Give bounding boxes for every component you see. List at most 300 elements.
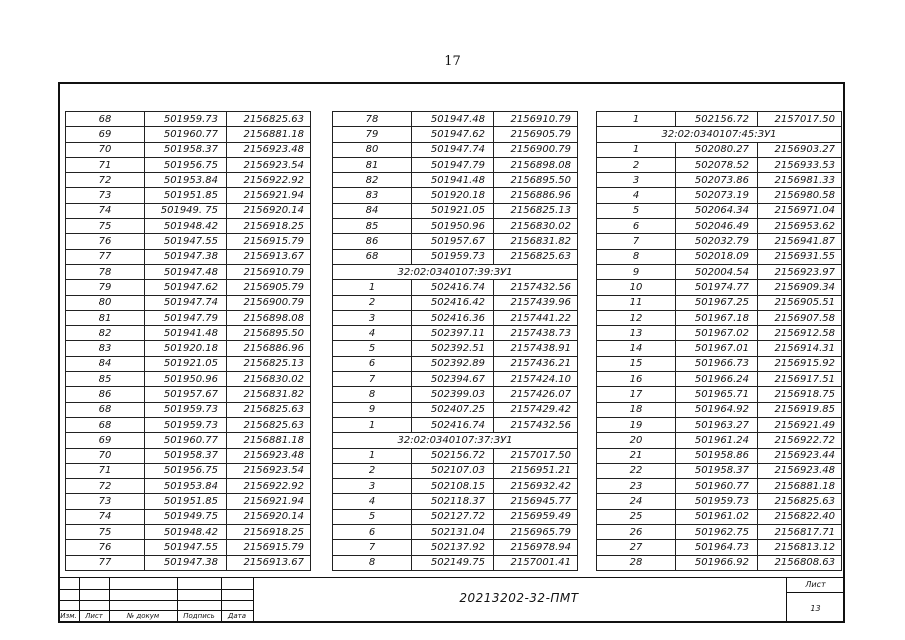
point-number-cell: 4 bbox=[597, 188, 676, 203]
table-row bbox=[597, 525, 842, 540]
table-row bbox=[597, 372, 842, 387]
point-number-cell: 1 bbox=[333, 448, 412, 463]
table-row bbox=[66, 264, 311, 279]
table-row bbox=[333, 280, 578, 295]
stamp-header-date: Дата bbox=[227, 612, 247, 620]
point-number-cell: 80 bbox=[66, 295, 145, 310]
point-number-cell: 25 bbox=[597, 509, 676, 524]
y-coordinate-cell: 2156822.40 bbox=[758, 509, 842, 524]
y-coordinate-cell: 2156931.55 bbox=[758, 249, 842, 264]
point-number-cell: 69 bbox=[66, 433, 145, 448]
page-number: 17 bbox=[444, 54, 461, 69]
y-coordinate-cell: 2156831.82 bbox=[227, 387, 311, 402]
x-coordinate-cell: 501959.73 bbox=[145, 417, 227, 432]
x-coordinate-cell: 501953.84 bbox=[145, 173, 227, 188]
y-coordinate-cell: 2156895.50 bbox=[227, 326, 311, 341]
y-coordinate-cell: 2156910.79 bbox=[494, 112, 578, 127]
point-number-cell: 1 bbox=[333, 417, 412, 432]
x-coordinate-cell: 501958.86 bbox=[676, 448, 758, 463]
table-row bbox=[333, 387, 578, 402]
table-row bbox=[597, 540, 842, 555]
table-row bbox=[66, 540, 311, 555]
y-coordinate-cell: 2157017.50 bbox=[494, 448, 578, 463]
table-row bbox=[597, 188, 842, 203]
y-coordinate-cell: 2157436.21 bbox=[494, 356, 578, 371]
y-coordinate-cell: 2156965.79 bbox=[494, 525, 578, 540]
y-coordinate-cell: 2156915.79 bbox=[227, 234, 311, 249]
y-coordinate-cell: 2156909.34 bbox=[758, 280, 842, 295]
table-row bbox=[597, 219, 842, 234]
table-row bbox=[333, 417, 578, 432]
point-number-cell: 68 bbox=[66, 402, 145, 417]
table-row bbox=[66, 157, 311, 172]
x-coordinate-cell: 501941.48 bbox=[145, 326, 227, 341]
table-row bbox=[333, 249, 578, 264]
parcel-header-row bbox=[333, 433, 578, 448]
x-coordinate-cell: 501949.75 bbox=[145, 509, 227, 524]
table-row bbox=[597, 112, 842, 127]
y-coordinate-cell: 2156918.25 bbox=[227, 219, 311, 234]
table-row bbox=[333, 310, 578, 325]
point-number-cell: 4 bbox=[333, 326, 412, 341]
point-number-cell: 84 bbox=[333, 203, 412, 218]
x-coordinate-cell: 501960.77 bbox=[676, 479, 758, 494]
table-row bbox=[333, 127, 578, 142]
table-row bbox=[66, 249, 311, 264]
point-number-cell: 8 bbox=[333, 555, 412, 570]
y-coordinate-cell: 2156978.94 bbox=[494, 540, 578, 555]
y-coordinate-cell: 2156918.25 bbox=[227, 525, 311, 540]
y-coordinate-cell: 2156919.85 bbox=[758, 402, 842, 417]
stamp-header-list: Лист bbox=[85, 612, 103, 620]
table-row bbox=[66, 509, 311, 524]
point-number-cell: 68 bbox=[333, 249, 412, 264]
x-coordinate-cell: 501947.38 bbox=[145, 249, 227, 264]
table-row bbox=[333, 479, 578, 494]
x-coordinate-cell: 501958.37 bbox=[145, 448, 227, 463]
point-number-cell: 17 bbox=[597, 387, 676, 402]
table-row bbox=[597, 494, 842, 509]
x-coordinate-cell: 502078.52 bbox=[676, 157, 758, 172]
table-row bbox=[333, 555, 578, 570]
point-number-cell: 12 bbox=[597, 310, 676, 325]
point-number-cell: 26 bbox=[597, 525, 676, 540]
x-coordinate-cell: 502080.27 bbox=[676, 142, 758, 157]
table-row bbox=[66, 341, 311, 356]
x-coordinate-cell: 501966.73 bbox=[676, 356, 758, 371]
x-coordinate-cell: 501947.62 bbox=[412, 127, 494, 142]
x-coordinate-cell: 502149.75 bbox=[412, 555, 494, 570]
y-coordinate-cell: 2156900.79 bbox=[494, 142, 578, 157]
y-coordinate-cell: 2156922.72 bbox=[758, 433, 842, 448]
y-coordinate-cell: 2156813.12 bbox=[758, 540, 842, 555]
y-coordinate-cell: 2156881.18 bbox=[227, 433, 311, 448]
table-row bbox=[597, 463, 842, 478]
point-number-cell: 3 bbox=[333, 310, 412, 325]
point-number-cell: 2 bbox=[333, 295, 412, 310]
point-number-cell: 79 bbox=[66, 280, 145, 295]
stamp-header-sign: Подпись bbox=[183, 612, 215, 620]
table-row bbox=[333, 448, 578, 463]
y-coordinate-cell: 2156910.79 bbox=[227, 264, 311, 279]
point-number-cell: 81 bbox=[333, 157, 412, 172]
x-coordinate-cell: 501966.92 bbox=[676, 555, 758, 570]
x-coordinate-cell: 502004.54 bbox=[676, 264, 758, 279]
table-row bbox=[66, 142, 311, 157]
x-coordinate-cell: 501950.96 bbox=[412, 219, 494, 234]
title-block bbox=[58, 577, 845, 623]
x-coordinate-cell: 502416.36 bbox=[412, 310, 494, 325]
table-row bbox=[333, 203, 578, 218]
point-number-cell: 7 bbox=[333, 372, 412, 387]
y-coordinate-cell: 2156953.62 bbox=[758, 219, 842, 234]
x-coordinate-cell: 501965.71 bbox=[676, 387, 758, 402]
y-coordinate-cell: 2156932.42 bbox=[494, 479, 578, 494]
table-row bbox=[66, 203, 311, 218]
point-number-cell: 70 bbox=[66, 142, 145, 157]
point-number-cell: 5 bbox=[333, 341, 412, 356]
table-row bbox=[333, 219, 578, 234]
y-coordinate-cell: 2156922.92 bbox=[227, 173, 311, 188]
x-coordinate-cell: 501951.85 bbox=[145, 188, 227, 203]
y-coordinate-cell: 2156923.54 bbox=[227, 463, 311, 478]
y-coordinate-cell: 2156913.67 bbox=[227, 555, 311, 570]
y-coordinate-cell: 2156921.94 bbox=[227, 494, 311, 509]
point-number-cell: 71 bbox=[66, 157, 145, 172]
table-row bbox=[333, 188, 578, 203]
table-row bbox=[66, 112, 311, 127]
stamp-header-doc: № докум bbox=[126, 612, 160, 620]
x-coordinate-cell: 502064.34 bbox=[676, 203, 758, 218]
table-row bbox=[597, 433, 842, 448]
x-coordinate-cell: 501957.67 bbox=[145, 387, 227, 402]
x-coordinate-cell: 501956.75 bbox=[145, 157, 227, 172]
y-coordinate-cell: 2156825.13 bbox=[494, 203, 578, 218]
y-coordinate-cell: 2156933.53 bbox=[758, 157, 842, 172]
table-row bbox=[597, 448, 842, 463]
table-row bbox=[333, 402, 578, 417]
point-number-cell: 78 bbox=[66, 264, 145, 279]
point-number-cell: 77 bbox=[66, 555, 145, 570]
y-coordinate-cell: 2156831.82 bbox=[494, 234, 578, 249]
point-number-cell: 2 bbox=[333, 463, 412, 478]
y-coordinate-cell: 2156900.79 bbox=[227, 295, 311, 310]
x-coordinate-cell: 502156.72 bbox=[412, 448, 494, 463]
x-coordinate-cell: 501949. 75 bbox=[145, 203, 227, 218]
point-number-cell: 23 bbox=[597, 479, 676, 494]
x-coordinate-cell: 501961.02 bbox=[676, 509, 758, 524]
y-coordinate-cell: 2156980.58 bbox=[758, 188, 842, 203]
x-coordinate-cell: 501950.96 bbox=[145, 372, 227, 387]
point-number-cell: 74 bbox=[66, 203, 145, 218]
point-number-cell: 10 bbox=[597, 280, 676, 295]
point-number-cell: 2 bbox=[597, 157, 676, 172]
y-coordinate-cell: 2156915.92 bbox=[758, 356, 842, 371]
point-number-cell: 85 bbox=[66, 372, 145, 387]
table-row bbox=[66, 448, 311, 463]
y-coordinate-cell: 2156825.63 bbox=[758, 494, 842, 509]
table-row bbox=[597, 157, 842, 172]
y-coordinate-cell: 2156920.14 bbox=[227, 509, 311, 524]
point-number-cell: 6 bbox=[333, 525, 412, 540]
y-coordinate-cell: 2156981.33 bbox=[758, 173, 842, 188]
x-coordinate-cell: 501958.37 bbox=[145, 142, 227, 157]
y-coordinate-cell: 2157017.50 bbox=[758, 112, 842, 127]
table-row bbox=[333, 142, 578, 157]
table-row bbox=[66, 127, 311, 142]
parcel-id-cell: 32:02:0340107:37:ЗУ1 bbox=[333, 433, 578, 448]
point-number-cell: 8 bbox=[333, 387, 412, 402]
x-coordinate-cell: 501920.18 bbox=[145, 341, 227, 356]
x-coordinate-cell: 502416.74 bbox=[412, 280, 494, 295]
y-coordinate-cell: 2156898.08 bbox=[494, 157, 578, 172]
point-number-cell: 3 bbox=[597, 173, 676, 188]
point-number-cell: 74 bbox=[66, 509, 145, 524]
table-row bbox=[597, 249, 842, 264]
x-coordinate-cell: 501959.73 bbox=[412, 249, 494, 264]
y-coordinate-cell: 2156913.67 bbox=[227, 249, 311, 264]
table-row bbox=[333, 372, 578, 387]
y-coordinate-cell: 2157426.07 bbox=[494, 387, 578, 402]
y-coordinate-cell: 2156951.21 bbox=[494, 463, 578, 478]
x-coordinate-cell: 501947.55 bbox=[145, 540, 227, 555]
x-coordinate-cell: 501947.55 bbox=[145, 234, 227, 249]
y-coordinate-cell: 2156881.18 bbox=[227, 127, 311, 142]
table-row bbox=[66, 525, 311, 540]
table-row bbox=[597, 326, 842, 341]
table-row bbox=[333, 341, 578, 356]
x-coordinate-cell: 502107.03 bbox=[412, 463, 494, 478]
x-coordinate-cell: 502018.09 bbox=[676, 249, 758, 264]
x-coordinate-cell: 501947.48 bbox=[145, 264, 227, 279]
y-coordinate-cell: 2156830.02 bbox=[227, 372, 311, 387]
point-number-cell: 85 bbox=[333, 219, 412, 234]
x-coordinate-cell: 501947.38 bbox=[145, 555, 227, 570]
point-number-cell: 86 bbox=[66, 387, 145, 402]
table-row bbox=[66, 402, 311, 417]
y-coordinate-cell: 2157429.42 bbox=[494, 402, 578, 417]
x-coordinate-cell: 501966.24 bbox=[676, 372, 758, 387]
x-coordinate-cell: 501947.74 bbox=[145, 295, 227, 310]
x-coordinate-cell: 501920.18 bbox=[412, 188, 494, 203]
point-number-cell: 75 bbox=[66, 219, 145, 234]
point-number-cell: 5 bbox=[333, 509, 412, 524]
parcel-header-row bbox=[597, 127, 842, 142]
x-coordinate-cell: 501963.27 bbox=[676, 417, 758, 432]
point-number-cell: 70 bbox=[66, 448, 145, 463]
table-row bbox=[66, 280, 311, 295]
point-number-cell: 19 bbox=[597, 417, 676, 432]
point-number-cell: 77 bbox=[66, 249, 145, 264]
y-coordinate-cell: 2156905.79 bbox=[227, 280, 311, 295]
x-coordinate-cell: 502137.92 bbox=[412, 540, 494, 555]
table-row bbox=[66, 326, 311, 341]
y-coordinate-cell: 2156886.96 bbox=[227, 341, 311, 356]
table-row bbox=[333, 463, 578, 478]
point-number-cell: 24 bbox=[597, 494, 676, 509]
x-coordinate-cell: 502399.03 bbox=[412, 387, 494, 402]
table-row bbox=[597, 142, 842, 157]
y-coordinate-cell: 2156923.54 bbox=[227, 157, 311, 172]
table-row bbox=[597, 402, 842, 417]
x-coordinate-cell: 501967.01 bbox=[676, 341, 758, 356]
y-coordinate-cell: 2156921.94 bbox=[227, 188, 311, 203]
point-number-cell: 18 bbox=[597, 402, 676, 417]
table-row bbox=[597, 509, 842, 524]
x-coordinate-cell: 501951.85 bbox=[145, 494, 227, 509]
x-coordinate-cell: 502407.25 bbox=[412, 402, 494, 417]
table-row bbox=[66, 310, 311, 325]
y-coordinate-cell: 2156923.48 bbox=[227, 448, 311, 463]
point-number-cell: 71 bbox=[66, 463, 145, 478]
x-coordinate-cell: 501959.73 bbox=[145, 112, 227, 127]
point-number-cell: 84 bbox=[66, 356, 145, 371]
x-coordinate-cell: 501974.77 bbox=[676, 280, 758, 295]
y-coordinate-cell: 2156923.48 bbox=[758, 463, 842, 478]
table-row bbox=[333, 509, 578, 524]
x-coordinate-cell: 501967.25 bbox=[676, 295, 758, 310]
x-coordinate-cell: 501948.42 bbox=[145, 219, 227, 234]
x-coordinate-cell: 502127.72 bbox=[412, 509, 494, 524]
table-row bbox=[66, 173, 311, 188]
y-coordinate-cell: 2156907.58 bbox=[758, 310, 842, 325]
x-coordinate-cell: 502397.11 bbox=[412, 326, 494, 341]
y-coordinate-cell: 2156923.48 bbox=[227, 142, 311, 157]
point-number-cell: 80 bbox=[333, 142, 412, 157]
point-number-cell: 21 bbox=[597, 448, 676, 463]
point-number-cell: 20 bbox=[597, 433, 676, 448]
x-coordinate-cell: 501959.73 bbox=[676, 494, 758, 509]
table-row bbox=[597, 234, 842, 249]
y-coordinate-cell: 2157001.41 bbox=[494, 555, 578, 570]
table-row bbox=[333, 157, 578, 172]
y-coordinate-cell: 2156923.97 bbox=[758, 264, 842, 279]
y-coordinate-cell: 2156922.92 bbox=[227, 479, 311, 494]
y-coordinate-cell: 2156825.63 bbox=[227, 417, 311, 432]
x-coordinate-cell: 502032.79 bbox=[676, 234, 758, 249]
y-coordinate-cell: 2156898.08 bbox=[227, 310, 311, 325]
document-code: 20213202-32-ПМТ bbox=[459, 591, 579, 605]
table-row bbox=[333, 295, 578, 310]
table-row bbox=[597, 203, 842, 218]
y-coordinate-cell: 2156920.14 bbox=[227, 203, 311, 218]
parcel-id-cell: 32:02:0340107:39:ЗУ1 bbox=[333, 264, 578, 279]
x-coordinate-cell: 502392.51 bbox=[412, 341, 494, 356]
x-coordinate-cell: 502416.42 bbox=[412, 295, 494, 310]
point-number-cell: 5 bbox=[597, 203, 676, 218]
point-number-cell: 75 bbox=[66, 525, 145, 540]
table-row bbox=[333, 356, 578, 371]
table-row bbox=[597, 310, 842, 325]
point-number-cell: 9 bbox=[597, 264, 676, 279]
point-number-cell: 1 bbox=[597, 142, 676, 157]
point-number-cell: 73 bbox=[66, 188, 145, 203]
y-coordinate-cell: 2156945.77 bbox=[494, 494, 578, 509]
point-number-cell: 82 bbox=[66, 326, 145, 341]
table-row bbox=[333, 540, 578, 555]
y-coordinate-cell: 2156895.50 bbox=[494, 173, 578, 188]
y-coordinate-cell: 2156905.79 bbox=[494, 127, 578, 142]
point-number-cell: 1 bbox=[333, 280, 412, 295]
point-number-cell: 7 bbox=[597, 234, 676, 249]
table-row bbox=[66, 433, 311, 448]
table-row bbox=[597, 417, 842, 432]
table-row bbox=[333, 494, 578, 509]
x-coordinate-cell: 502046.49 bbox=[676, 219, 758, 234]
point-number-cell: 76 bbox=[66, 234, 145, 249]
y-coordinate-cell: 2157438.73 bbox=[494, 326, 578, 341]
table-row bbox=[333, 173, 578, 188]
x-coordinate-cell: 502416.74 bbox=[412, 417, 494, 432]
point-number-cell: 72 bbox=[66, 173, 145, 188]
parcel-header-row bbox=[333, 264, 578, 279]
table-row bbox=[597, 555, 842, 570]
x-coordinate-cell: 501962.75 bbox=[676, 525, 758, 540]
table-row bbox=[597, 479, 842, 494]
y-coordinate-cell: 2157438.91 bbox=[494, 341, 578, 356]
table-row bbox=[66, 234, 311, 249]
point-number-cell: 3 bbox=[333, 479, 412, 494]
table-row bbox=[66, 463, 311, 478]
y-coordinate-cell: 2156971.04 bbox=[758, 203, 842, 218]
y-coordinate-cell: 2156959.49 bbox=[494, 509, 578, 524]
y-coordinate-cell: 2156903.27 bbox=[758, 142, 842, 157]
point-number-cell: 82 bbox=[333, 173, 412, 188]
point-number-cell: 83 bbox=[66, 341, 145, 356]
x-coordinate-cell: 501947.74 bbox=[412, 142, 494, 157]
x-coordinate-cell: 501964.92 bbox=[676, 402, 758, 417]
sheet-number: 13 bbox=[810, 604, 821, 613]
table-row bbox=[333, 525, 578, 540]
table-row bbox=[333, 234, 578, 249]
sheet-label: Лист bbox=[805, 580, 826, 589]
x-coordinate-cell: 502156.72 bbox=[676, 112, 758, 127]
y-coordinate-cell: 2157432.56 bbox=[494, 417, 578, 432]
x-coordinate-cell: 501947.79 bbox=[412, 157, 494, 172]
y-coordinate-cell: 2157441.22 bbox=[494, 310, 578, 325]
point-number-cell: 68 bbox=[66, 112, 145, 127]
x-coordinate-cell: 501967.18 bbox=[676, 310, 758, 325]
coordinates-table-1 bbox=[65, 111, 311, 571]
table-row bbox=[597, 280, 842, 295]
table-row bbox=[66, 372, 311, 387]
x-coordinate-cell: 502131.04 bbox=[412, 525, 494, 540]
x-coordinate-cell: 501956.75 bbox=[145, 463, 227, 478]
table-row bbox=[66, 295, 311, 310]
point-number-cell: 6 bbox=[597, 219, 676, 234]
x-coordinate-cell: 501959.73 bbox=[145, 402, 227, 417]
point-number-cell: 14 bbox=[597, 341, 676, 356]
x-coordinate-cell: 501958.37 bbox=[676, 463, 758, 478]
y-coordinate-cell: 2157424.10 bbox=[494, 372, 578, 387]
point-number-cell: 6 bbox=[333, 356, 412, 371]
y-coordinate-cell: 2156917.51 bbox=[758, 372, 842, 387]
point-number-cell: 27 bbox=[597, 540, 676, 555]
x-coordinate-cell: 502108.15 bbox=[412, 479, 494, 494]
y-coordinate-cell: 2157439.96 bbox=[494, 295, 578, 310]
stamp-header-izm: Изм. bbox=[60, 612, 77, 620]
table-row bbox=[597, 341, 842, 356]
table-row bbox=[333, 326, 578, 341]
point-number-cell: 78 bbox=[333, 112, 412, 127]
point-number-cell: 1 bbox=[597, 112, 676, 127]
point-number-cell: 86 bbox=[333, 234, 412, 249]
point-number-cell: 15 bbox=[597, 356, 676, 371]
x-coordinate-cell: 502073.19 bbox=[676, 188, 758, 203]
y-coordinate-cell: 2156915.79 bbox=[227, 540, 311, 555]
coordinates-table-2 bbox=[332, 111, 578, 571]
stamp-sheet-line bbox=[786, 592, 845, 593]
